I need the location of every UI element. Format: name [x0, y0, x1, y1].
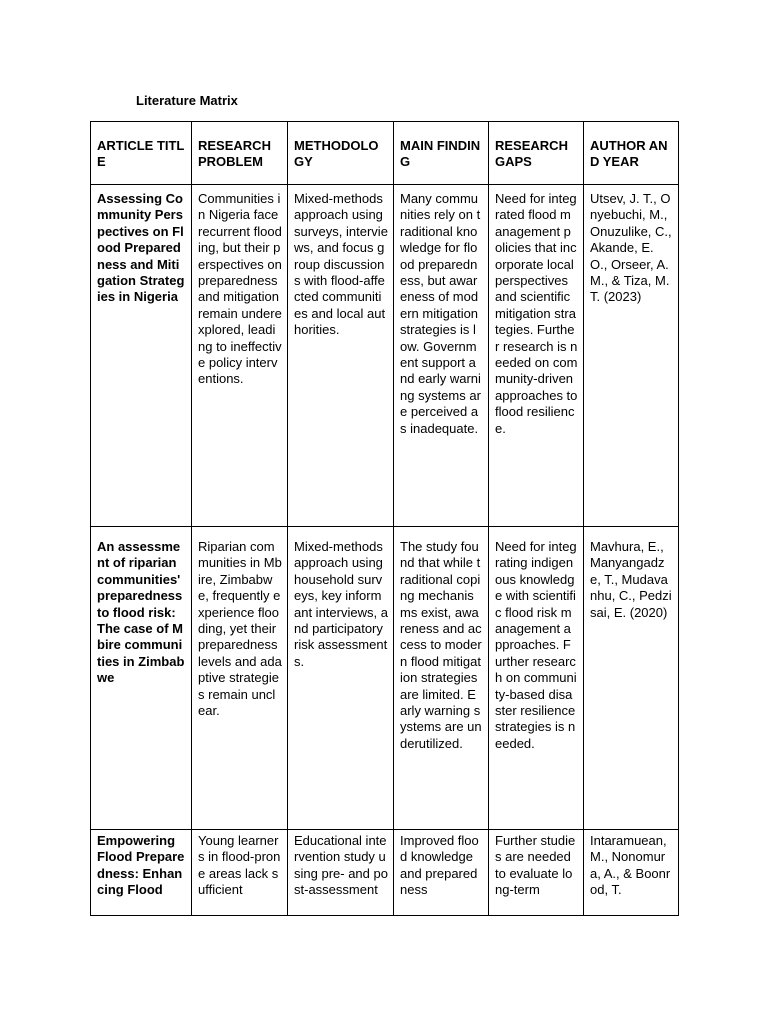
cell-article-title: An assessment of riparian communities' preparedness to flood risk: The case of Mbire communities in Zimbabwe	[91, 527, 192, 830]
header-main-finding: MAIN FINDING	[394, 122, 489, 185]
table-header-row	[91, 122, 679, 185]
table-row	[91, 185, 679, 527]
cell-author-year	[584, 830, 679, 916]
header-article-title: ARTICLE TITLE	[91, 122, 192, 185]
cell-research-gaps: Need for integrating indigenous knowledge with scientific flood risk management approaches. Further research on community-based disaster resilience strategies is needed.	[489, 527, 584, 830]
cell-article-title: Assessing Community Perspectives on Flood Preparedness and Mitigation Strategies in Nigeria	[91, 185, 192, 527]
header-author-year: AUTHOR AND YEAR	[584, 122, 679, 185]
literature-matrix-table	[90, 121, 679, 916]
cell-author-year: Utsev, J. T., Onyebuchi, M., Onuzulike, C., Akande, E. O., Orseer, A. M., & Tiza, M. T. (2023)	[584, 185, 679, 527]
cell-research-problem	[192, 830, 288, 916]
cell-author-year: Mavhura, E., Manyangadze, T., Mudavanhu, C., Pedzisai, E. (2020)	[584, 527, 679, 830]
cell-text: Young learners in flood-prone areas lack sufficient	[198, 833, 281, 898]
cell-research-problem: Riparian communities in Mbire, Zimbabwe, frequently experience flooding, yet their preparedness levels and adaptive strategies remain unclear.	[192, 527, 288, 830]
page-title: Literature Matrix	[136, 93, 238, 108]
cell-text: Further studies are needed to evaluate long-term	[495, 833, 576, 898]
cell-research-gaps	[489, 830, 584, 916]
cell-methodology: Mixed-methods approach using household surveys, key informant interviews, and participatory risk assessments.	[288, 527, 394, 830]
cell-methodology	[288, 830, 394, 916]
table-row	[91, 527, 679, 830]
cell-main-finding: Many communities rely on traditional knowledge for flood preparedness, but awareness of modern mitigation strategies is low. Government support and early warning systems are perceived as inadequate.	[394, 185, 489, 527]
cell-methodology: Mixed-methods approach using surveys, interviews, and focus group discussions with flood-affected communities and local authorities.	[288, 185, 394, 527]
cell-text: Empowering Flood Preparedness: Enhancing Flood	[97, 833, 185, 898]
cell-text: Improved flood knowledge and preparedness	[400, 833, 479, 898]
cell-text: Educational intervention study using pre- and post-assessment	[294, 833, 388, 898]
cell-article-title	[91, 830, 192, 916]
cell-research-problem: Communities in Nigeria face recurrent flooding, but their perspectives on preparedness and mitigation remain underexplored, leading to ineffective policy interventions.	[192, 185, 288, 527]
cell-text: Intaramuean, M., Nonomura, A., & Boonrod, T.	[590, 833, 671, 898]
header-research-problem: RESEARCH PROBLEM	[192, 122, 288, 185]
cell-research-gaps: Need for integrated flood management policies that incorporate local perspectives and scientific mitigation strategies. Further research is needed on community-driven approaches to flood resilience.	[489, 185, 584, 527]
cell-main-finding	[394, 830, 489, 916]
cell-main-finding: The study found that while traditional coping mechanisms exist, awareness and access to modern flood mitigation strategies are limited. Early warning systems are underutilized.	[394, 527, 489, 830]
table-row	[91, 830, 679, 916]
header-research-gaps: RESEARCH GAPS	[489, 122, 584, 185]
header-methodology: METHODOLOGY	[288, 122, 394, 185]
